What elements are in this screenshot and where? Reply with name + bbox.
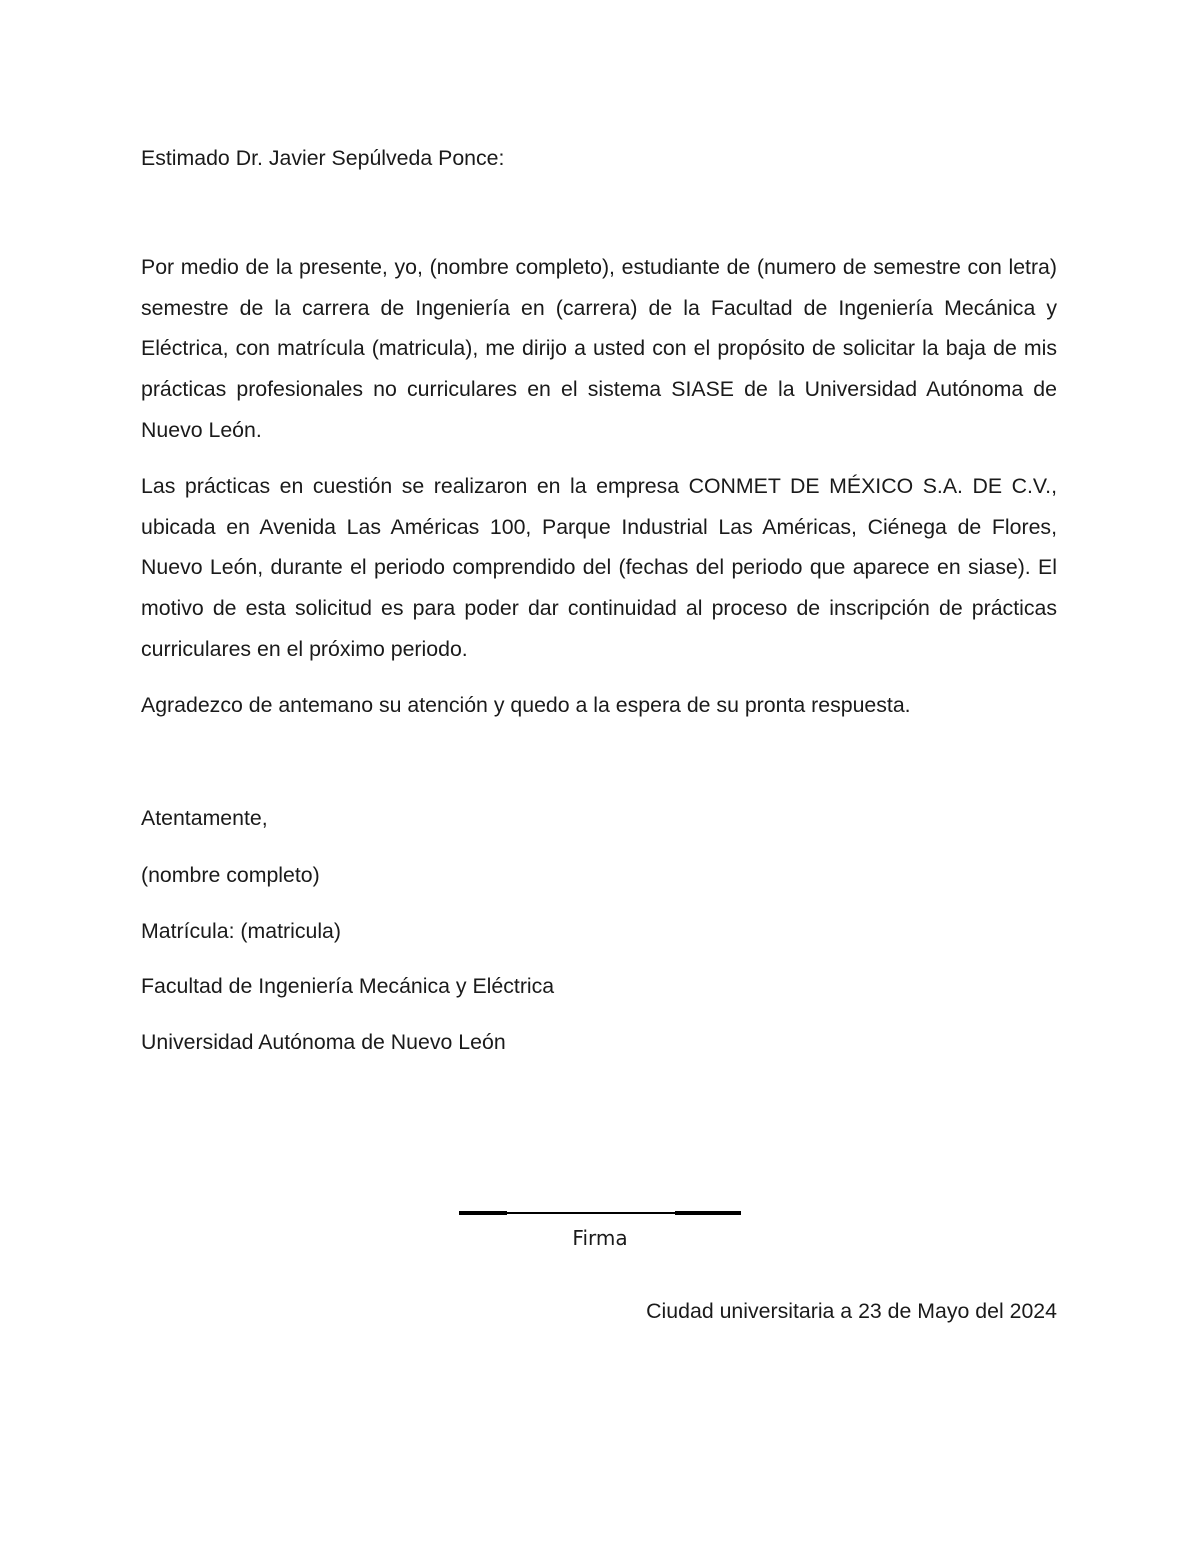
signature-label: Firma — [572, 1226, 628, 1250]
place-and-date: Ciudad universitaria a 23 de Mayo del 2024 — [646, 1299, 1057, 1323]
closing: Atentamente, — [141, 806, 268, 830]
signature-line-right-segment — [675, 1211, 741, 1215]
signature-line-middle-segment — [507, 1212, 675, 1214]
signer-matricula: Matrícula: (matricula) — [141, 919, 341, 943]
body-paragraph-2: Las prácticas en cuestión se realizaron en la empresa CONMET DE MÉXICO S.A. DE C.V., ubicada en Avenida Las Américas 100, Parque Industrial Las Américas, Ciénega de Flores, Nuevo León, durante el periodo comprendido del (fechas del periodo que aparece en siase). El motivo de esta solicitud es para poder dar continuidad al proceso de inscripción de prácticas curriculares en el próximo periodo. — [141, 474, 1057, 661]
salutation: Estimado Dr. Javier Sepúlveda Ponce: — [141, 146, 505, 170]
signer-faculty: Facultad de Ingeniería Mecánica y Eléctrica — [141, 974, 555, 998]
signer-name: (nombre completo) — [141, 863, 320, 887]
signature-line-left-segment — [459, 1211, 507, 1215]
signature-line — [459, 1211, 741, 1214]
body-paragraph-1: Por medio de la presente, yo, (nombre completo), estudiante de (numero de semestre con letra) semestre de la carrera de Ingeniería en (carrera) de la Facultad de Ingeniería Mecánica y Eléctrica, con matrícula (matricula), me dirijo a usted con el propósito de solicitar la baja de mis prácticas profesionales no curriculares en el sistema SIASE de la Universidad Autónoma de Nuevo León. — [141, 255, 1057, 442]
signer-university: Universidad Autónoma de Nuevo León — [141, 1030, 506, 1054]
body-paragraph-3: Agradezco de antemano su atención y quedo a la espera de su pronta respuesta. — [141, 693, 911, 717]
